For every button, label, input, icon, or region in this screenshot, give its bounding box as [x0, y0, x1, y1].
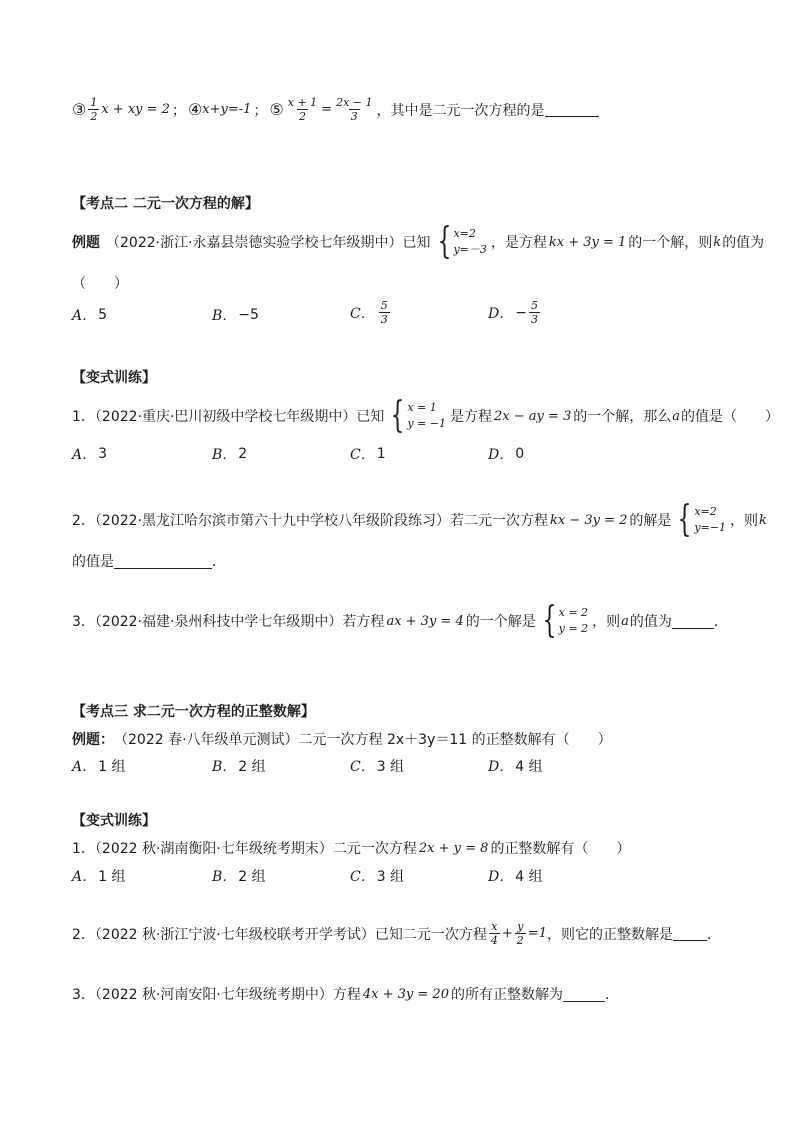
question-2-1: 1．（2022·重庆·巴川初级中学校七年级期中）已知 { x = 1 y = −1 是方程 2x − ay = 3 的一个解，那么 a 的值是（ ）	[72, 395, 780, 436]
practice-heading: 【变式训练】	[72, 370, 156, 386]
example-2: 例题 （2022·浙江·永嘉县崇德实验学校七年级期中）已知 { x=2 y=－3 ，是方程 kx + 3y = 1 的一个解，则 k 的值为	[72, 221, 765, 262]
equation-system: { x = 2 y = 2	[542, 600, 589, 641]
option-c[interactable]: C． $\frac{5}{3}$	[350, 299, 388, 326]
option-a[interactable]: A． 1 组	[72, 869, 126, 885]
equation-system: { x=2 y=−1	[678, 499, 726, 540]
section-heading-3: 【考点三 求二元一次方程的正整数解】	[72, 704, 315, 720]
question-2-2: 2．（2022·黑龙江哈尔滨市第六十九中学校八年级阶段练习）若二元一次方程 kx − 3y = 2 的解是 { x=2 y=−1 ，则 k	[72, 499, 767, 540]
option-b[interactable]: B． 2 组	[212, 869, 266, 885]
option-d[interactable]: D． 4 组	[488, 869, 543, 885]
option-a[interactable]: A． 1 组	[72, 759, 126, 775]
practice-heading: 【变式训练】	[72, 813, 156, 829]
option-d[interactable]: D． 4 组	[488, 759, 543, 775]
answer-blank[interactable]	[672, 614, 714, 629]
option-b[interactable]: B． 2	[212, 446, 248, 463]
question-2-3: 3．（2022·福建·泉州科技中学七年级期中）若方程 ax + 3y = 4 的一个解是 { x = 2 y = 2 ，则 a 的值为 ．	[72, 600, 728, 641]
fraction-one-half: $\frac{1}{2}$	[90, 96, 98, 123]
option-a[interactable]: A． 5	[72, 307, 108, 324]
circled-5: ⑤	[269, 100, 284, 119]
equation-4: x+y=-1	[202, 102, 252, 117]
option-b[interactable]: B． 2 组	[212, 759, 266, 775]
question-3-2: 2．（2022 秋·浙江宁波·七年级校联考开学考试）已知二元一次方程 $\frac{x}{4}$ + $\frac{y}{2}$ =1 ，则它的正整数解是 ．	[72, 920, 721, 947]
question-2-2-line2: 的值是 ．	[72, 554, 226, 570]
question-3-3: 3．（2022 秋·河南安阳·七年级统考期中）方程 4x + 3y = 20 的所有正整数解为 ．	[72, 986, 619, 1003]
circled-3: ③	[72, 100, 87, 119]
example-3: 例题： （2022 春·八年级单元测试）二元一次方程 2x＋3y＝11 的正整数解有（ ）	[72, 732, 612, 748]
section-heading-2: 【考点二 二元一次方程的解】	[72, 196, 259, 212]
answer-blank[interactable]	[563, 987, 605, 1002]
question-3-1: 1．（2022 秋·湖南衡阳·七年级统考期末）二元一次方程 2x + y = 8 的正整数解有（ ）	[72, 840, 631, 857]
answer-blank[interactable]	[114, 554, 212, 569]
circled-4: ④	[187, 100, 203, 119]
equation-system: { x = 1 y = −1	[391, 395, 446, 436]
answer-blank[interactable]	[673, 926, 707, 941]
option-c[interactable]: C． 3 组	[350, 759, 405, 775]
option-a[interactable]: A． 3	[72, 446, 108, 463]
option-c[interactable]: C． 1	[350, 446, 386, 463]
equation-3: x + xy = 2	[101, 102, 170, 117]
fraction-2x-minus-1: $\frac{2x - 1}{3}$	[336, 96, 373, 123]
option-d[interactable]: D． 0	[488, 446, 525, 463]
equation-system: { x=2 y=－3	[437, 221, 487, 262]
option-b[interactable]: B． −5	[212, 307, 259, 324]
option-c[interactable]: C． 3 组	[350, 869, 405, 885]
question-line-3-5: ③ $\frac{1}{2}$ x + xy = 2 ； ④ x+y=-1 ； ⑤ $\frac{x + 1}{2}$ = $\frac{2x - 1}{3}$ ，其中是二元一次方程的是	[72, 96, 599, 123]
option-d[interactable]: D． − $\frac{5}{3}$	[488, 299, 538, 326]
example-2-paren: （ ）	[72, 276, 128, 292]
answer-blank[interactable]	[545, 102, 599, 117]
fraction-x-plus-1: $\frac{x + 1}{2}$	[287, 96, 318, 123]
